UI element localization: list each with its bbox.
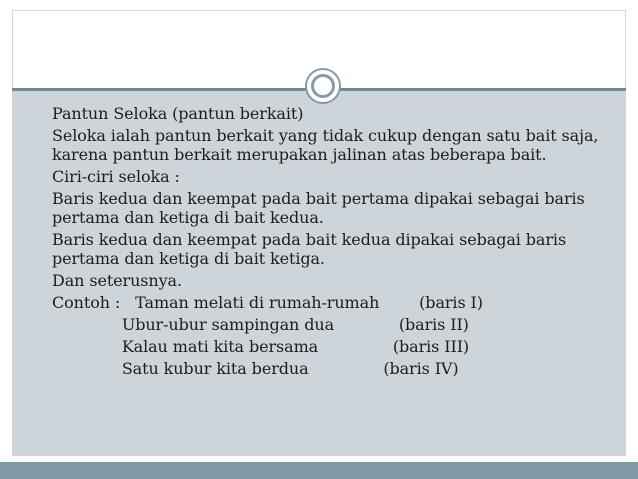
list-item-text: Seloka ialah pantun berkait yang tidak cukup dengan satu bait saja, karena pantun berkait merupakan jalinan atas beberapa bait.: [52, 126, 599, 164]
list-item: [20, 230, 610, 268]
list-item: [20, 293, 610, 312]
list-item: [20, 315, 610, 334]
list-item-text: Ubur-ubur sampingan dua (baris II): [52, 315, 469, 334]
list-item-text: Dan seterusnya.: [52, 271, 182, 290]
list-item: [20, 271, 610, 290]
list-item-text: Baris kedua dan keempat pada bait kedua dipakai sebagai baris pertama dan ketiga di bait ketiga.: [52, 230, 567, 268]
list-item-text: Satu kubur kita berdua (baris IV): [52, 359, 459, 378]
list-item: [20, 189, 610, 227]
list-item-text: Pantun Seloka (pantun berkait): [52, 104, 304, 123]
list-item-text: Ciri-ciri seloka :: [52, 167, 180, 186]
list-item-text: Kalau mati kita bersama (baris III): [52, 337, 470, 356]
list-item: [20, 167, 610, 186]
list-item: [20, 337, 610, 356]
footer-bar: [0, 462, 638, 479]
list-item: [20, 359, 610, 378]
circle-ornament-inner: [311, 74, 335, 98]
circle-ornament-icon: [305, 68, 341, 104]
bullet-list: [20, 104, 610, 381]
list-item-text: Contoh : Taman melati di rumah-rumah (baris I): [52, 293, 483, 312]
list-item-text: Baris kedua dan keempat pada bait pertama dipakai sebagai baris pertama dan ketiga di bait kedua.: [52, 189, 585, 227]
list-item: [20, 104, 610, 123]
list-item: [20, 126, 610, 164]
